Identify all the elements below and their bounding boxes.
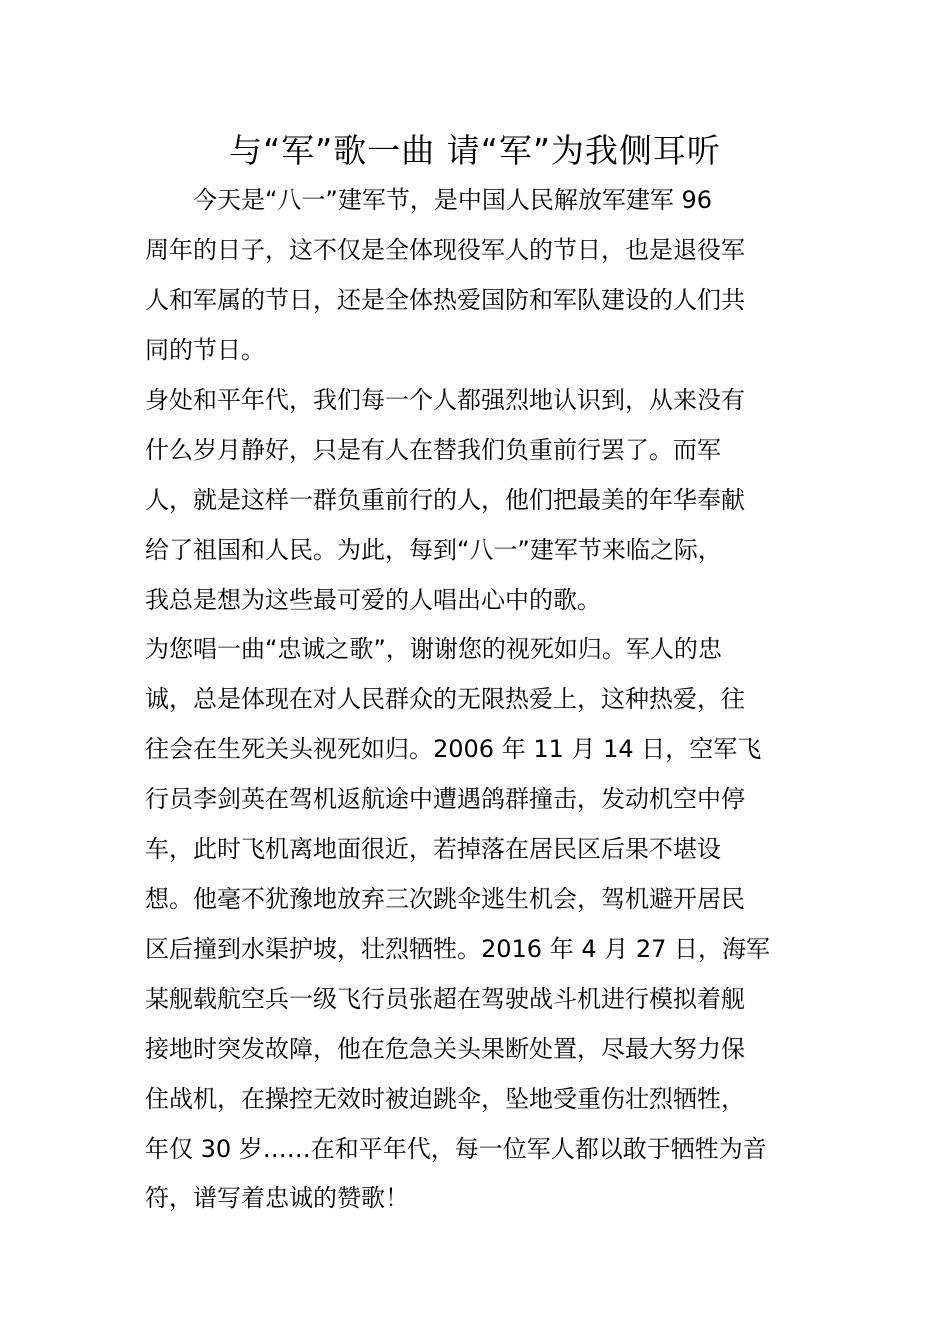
text-line: 为您唱一曲“忠诚之歌”，谢谢您的视死如归。军人的忠 — [145, 635, 722, 663]
text-line: 人，就是这样一群负重前行的人，他们把最美的年华奉献 — [145, 486, 745, 514]
text-line: 我总是想为这些最可爱的人唱出心中的歌。 — [145, 586, 601, 614]
text-line: 车，此时飞机离地面很近，若掉落在居民区后果不堪设 — [145, 835, 721, 863]
text-line: 接地时突发故障，他在危急关头果断处置，尽最大努力保 — [145, 1035, 745, 1063]
text-line: 身处和平年代，我们每一个人都强烈地认识到，从来没有 — [145, 386, 745, 414]
text-line: 住战机，在操控无效时被迫跳伞，坠地受重伤壮烈牺牲， — [145, 1085, 745, 1113]
document-title: 与“军”歌一曲 请“军”为我侧耳听 — [229, 131, 721, 170]
text-line: 人和军属的节日，还是全体热爱国防和军队建设的人们共 — [145, 286, 745, 314]
text-line: 年仅 30 岁……在和平年代，每一位军人都以敢于牺牲为音 — [145, 1135, 767, 1163]
text-line: 给了祖国和人民。为此，每到“八一”建军节来临之际， — [145, 536, 722, 564]
text-line: 什么岁月静好，只是有人在替我们负重前行罢了。而军 — [145, 436, 721, 464]
text-line: 区后撞到水渠护坡，壮烈牺牲。2016 年 4 月 27 日，海军 — [145, 935, 771, 963]
text-line: 符，谱写着忠诚的赞歌！ — [145, 1184, 409, 1212]
text-line: 某舰载航空兵一级飞行员张超在驾驶战斗机进行模拟着舰 — [145, 985, 745, 1013]
text-line: 今天是“八一”建军节，是中国人民解放军建军 96 — [145, 186, 713, 214]
text-line: 同的节日。 — [145, 336, 265, 364]
text-line: 周年的日子，这不仅是全体现役军人的节日，也是退役军 — [145, 236, 745, 264]
text-line: 诚，总是体现在对人民群众的无限热爱上，这种热爱，往 — [145, 685, 745, 713]
text-line: 想。他毫不犹豫地放弃三次跳伞逃生机会，驾机避开居民 — [145, 885, 745, 913]
text-line: 行员李剑英在驾机返航途中遭遇鸽群撞击，发动机空中停 — [145, 785, 745, 813]
text-line: 往会在生死关头视死如归。2006 年 11 月 14 日，空军飞 — [145, 735, 762, 763]
